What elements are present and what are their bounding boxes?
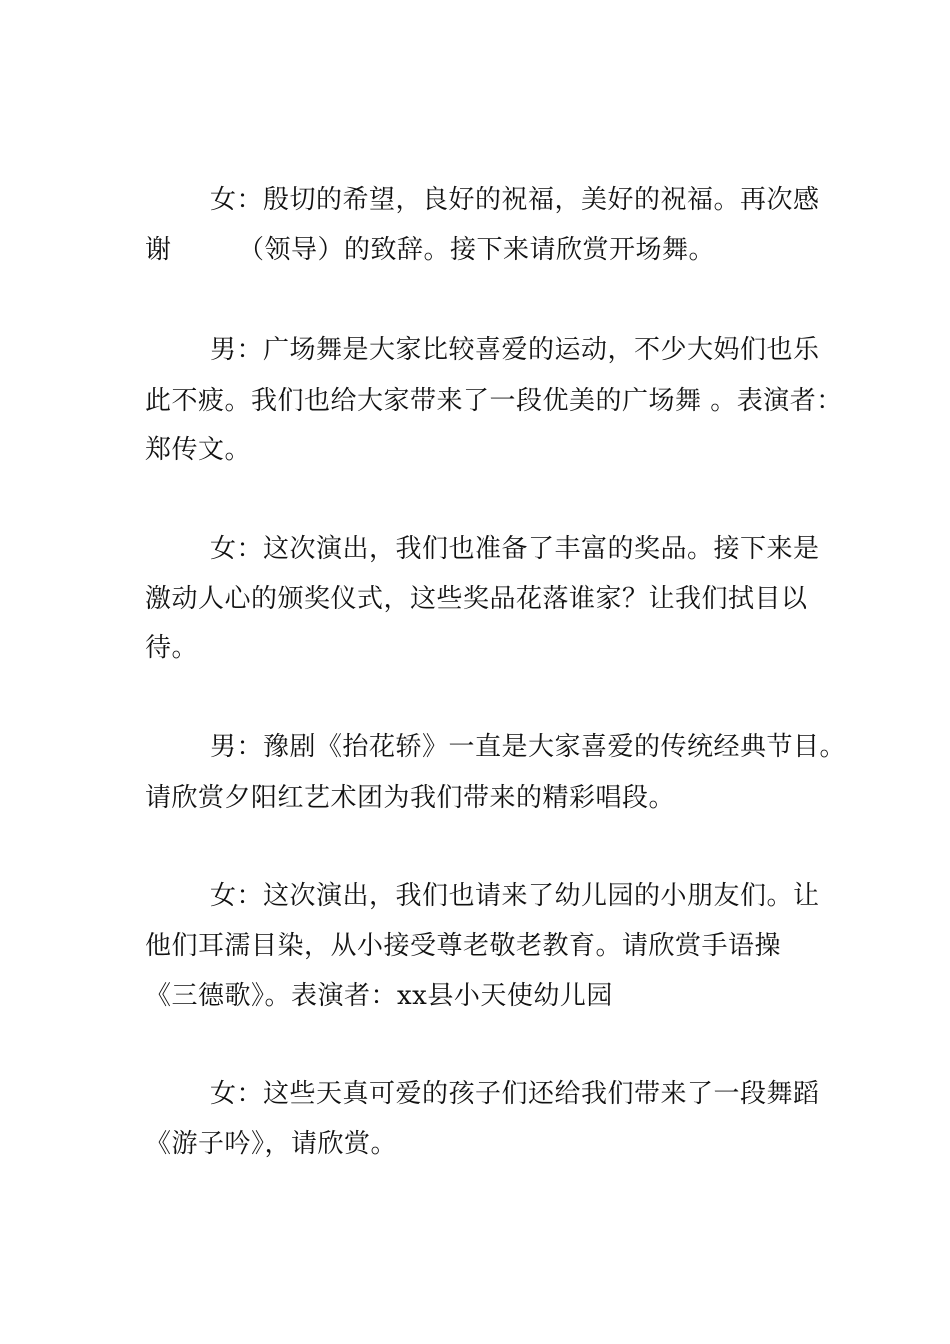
text-line: 男：广场舞是大家比较喜爱的运动，不少大妈们也乐 xyxy=(210,335,820,365)
text-line: 《游子吟》，请欣赏。 xyxy=(145,1129,398,1159)
text-line: 郑传文。 xyxy=(145,435,252,465)
text-line: 女：这些天真可爱的孩子们还给我们带来了一段舞蹈 xyxy=(210,1079,820,1109)
text-line: 《三德歌》。表演者：xx县小天使幼儿园 xyxy=(145,981,613,1011)
text-line: 男：豫剧《抬花轿》一直是大家喜爱的传统经典节目。 xyxy=(210,732,847,762)
text-line: 女：这次演出，我们也准备了丰富的奖品。接下来是 xyxy=(210,534,820,564)
text-line: 此不疲。我们也给大家带来了一段优美的广场舞 。表演者： xyxy=(145,386,843,416)
text-line: 女：这次演出，我们也请来了幼儿园的小朋友们。让 xyxy=(210,881,820,911)
text-line: 女：殷切的希望，良好的祝福，美好的祝福。再次感 xyxy=(210,185,820,215)
text-line: 待。 xyxy=(145,633,199,663)
text-line: 谢 （领导）的致辞。接下来请欣赏开场舞。 xyxy=(145,235,716,265)
text-line: 激动人心的颁奖仪式，这些奖品花落谁家？让我们拭目以 xyxy=(145,584,808,614)
text-line: 请欣赏夕阳红艺术团为我们带来的精彩唱段。 xyxy=(145,783,676,813)
text-line: 他们耳濡目染，从小接受尊老敬老教育。请欣赏手语操 xyxy=(145,931,782,961)
